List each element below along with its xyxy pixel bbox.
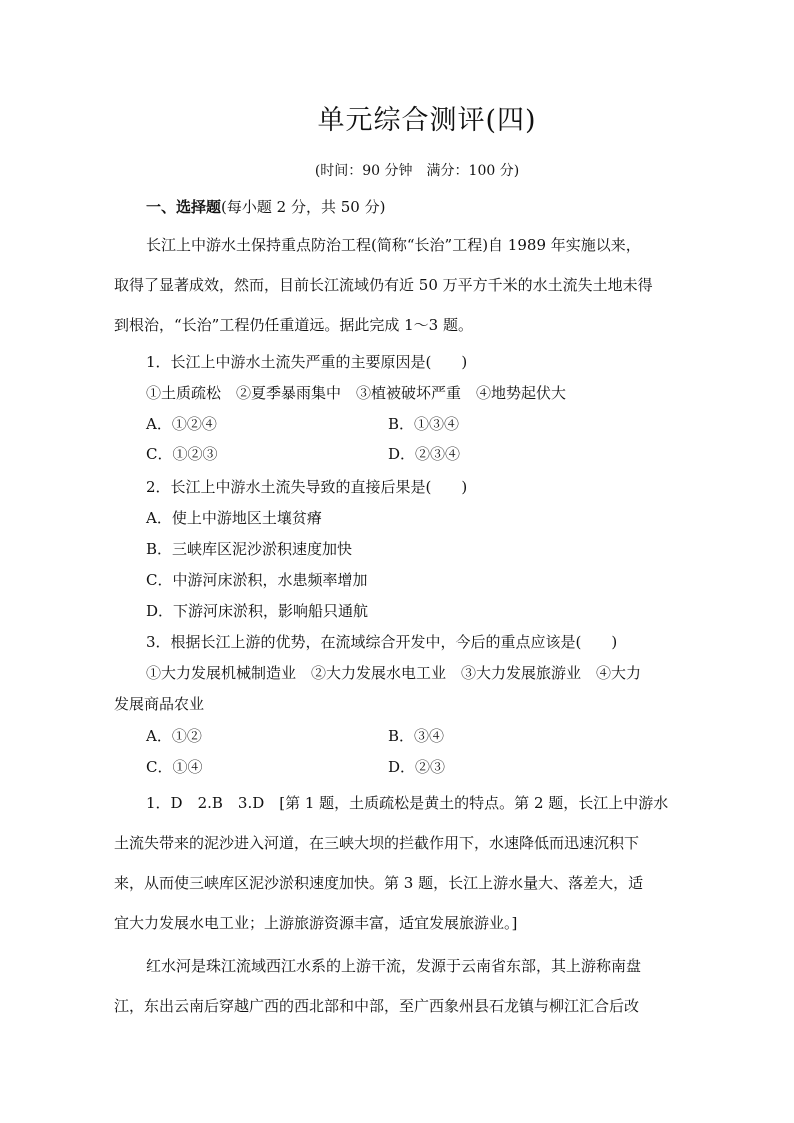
question-1-option-a: A．①②④: [146, 415, 217, 433]
question-2-stem: 2．长江上中游水土流失导致的直接后果是( ): [146, 478, 468, 496]
question-3-items: ①大力发展机械制造业 ②大力发展水电工业 ③大力发展旅游业 ④大力: [146, 664, 642, 682]
question-2-option-c: C．中游河床淤积，水患频率增加: [146, 571, 368, 589]
page-title: 单元综合测评(四): [317, 105, 537, 136]
section-label: 一、选择题: [146, 198, 222, 216]
question-3-option-d: D．②③: [388, 758, 446, 776]
answer-line: 宜大力发展水电工业；上游旅游资源丰富，适宜发展旅游业。]: [114, 914, 518, 932]
section-note: (每小题 2 分，共 50 分): [221, 198, 386, 216]
question-1-option-c: C．①②③: [146, 445, 218, 463]
passage1-line: 长江上中游水土保持重点防治工程(简称“长治”工程)自 1989 年实施以来，: [146, 236, 641, 254]
passage2-line: 江，东出云南后穿越广西的西北部和中部，至广西象州县石龙镇与柳江汇合后改: [114, 997, 640, 1015]
question-3-items-cont: 发展商品农业: [114, 695, 205, 713]
question-3-option-a: A．①②: [146, 727, 202, 745]
answer-line: 来，从而使三峡库区泥沙淤积速度加快。第 3 题，长江上游水量大、落差大，适: [114, 874, 644, 892]
question-3-option-b: B．③④: [388, 727, 445, 745]
question-2-option-a: A．使上中游地区土壤贫瘠: [146, 509, 322, 527]
question-1-option-d: D．②③④: [388, 445, 461, 463]
question-3-option-c: C．①④: [146, 758, 203, 776]
passage2-line: 红水河是珠江流域西江水系的上游干流，发源于云南省东部，其上游称南盘: [146, 957, 642, 975]
question-3-stem: 3．根据长江上游的优势，在流域综合开发中，今后的重点应该是( ): [146, 633, 618, 651]
question-2-option-b: B．三峡库区泥沙淤积速度加快: [146, 540, 353, 558]
section-heading: [146, 196, 718, 217]
question-2-option-d: D．下游河床淤积，影响船只通航: [146, 602, 369, 620]
passage1-line: 到根治，“长治”工程仍任重道远。据此完成 1～3 题。: [114, 316, 473, 334]
answer-line: 土流失带来的泥沙进入河道，在三峡大坝的拦截作用下，水速降低而迅速沉积下: [114, 834, 640, 852]
answer-line: 1．D 2.B 3.D [第 1 题，土质疏松是黄土的特点。第 2 题，长江上中游水: [146, 794, 669, 812]
passage1-line: 取得了显著成效，然而，目前长江流域仍有近 50 万平方千米的水土流失土地未得: [114, 276, 653, 294]
exam-info: (时间：90 分钟 满分：100 分): [314, 163, 520, 179]
question-1-items: ①土质疏松 ②夏季暴雨集中 ③植被破坏严重 ④地势起伏大: [146, 384, 567, 402]
question-1-option-b: B．①③④: [388, 415, 460, 433]
question-1-stem: 1．长江上中游水土流失严重的主要原因是( ): [146, 353, 468, 371]
